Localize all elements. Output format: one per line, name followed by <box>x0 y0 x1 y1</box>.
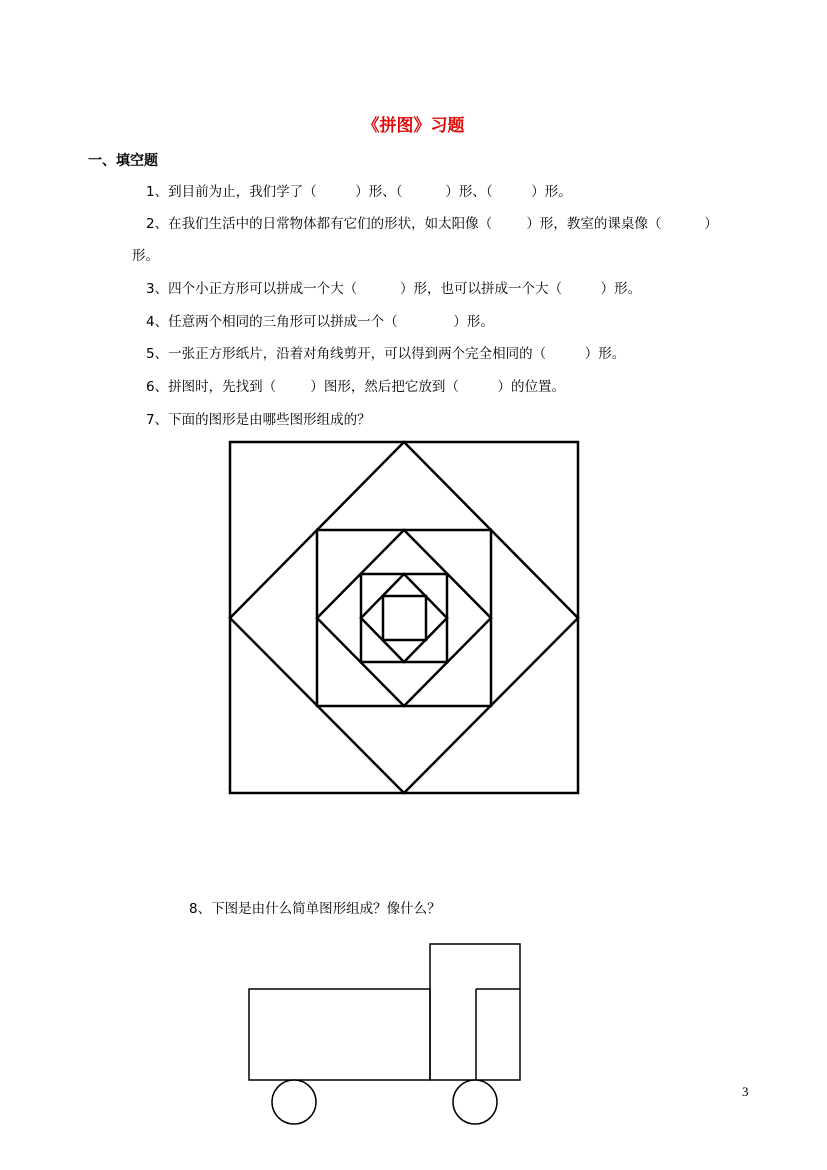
outer-square <box>230 442 578 793</box>
rear-wheel-circle <box>272 1080 316 1124</box>
truck-cab-rectangle <box>430 944 520 1080</box>
question-3: 3、四个小正方形可以拼成一个大（ ）形，也可以拼成一个大（ ）形。 <box>146 281 642 297</box>
question-4: 4、任意两个相同的三角形可以拼成一个（ ）形。 <box>146 314 494 330</box>
question-5: 5、一张正方形纸片，沿着对角线剪开，可以得到两个完全相同的（ ）形。 <box>146 346 626 362</box>
front-wheel-circle <box>453 1080 497 1124</box>
truck-figure <box>249 944 520 1124</box>
inner-square <box>383 596 426 640</box>
third-diamond <box>361 574 447 662</box>
nested-squares-figure <box>230 442 578 793</box>
question-2: 2、在我们生活中的日常物体都有它们的形状，如太阳像（ ）形，教室的课桌像（ ） <box>146 216 718 232</box>
question-6: 6、拼图时，先找到（ ）图形，然后把它放到（ ）的位置。 <box>146 379 566 395</box>
truck-body-rectangle <box>249 989 430 1080</box>
section-heading: 一、填空题 <box>88 153 158 169</box>
question-2-continued: 形。 <box>132 248 159 264</box>
second-diamond <box>317 530 491 706</box>
second-square <box>317 530 491 706</box>
question-8: 8、下图是由什么简单图形组成？像什么？ <box>189 901 441 917</box>
third-square <box>361 574 447 662</box>
outer-diamond <box>230 442 578 793</box>
page-title: 《拼图》习题 <box>362 116 465 136</box>
question-1: 1、到目前为止，我们学了（ ）形、（ ）形、（ ）形。 <box>146 184 572 200</box>
question-7: 7、下面的图形是由哪些图形组成的？ <box>146 412 371 428</box>
page-number: 3 <box>742 1084 749 1099</box>
